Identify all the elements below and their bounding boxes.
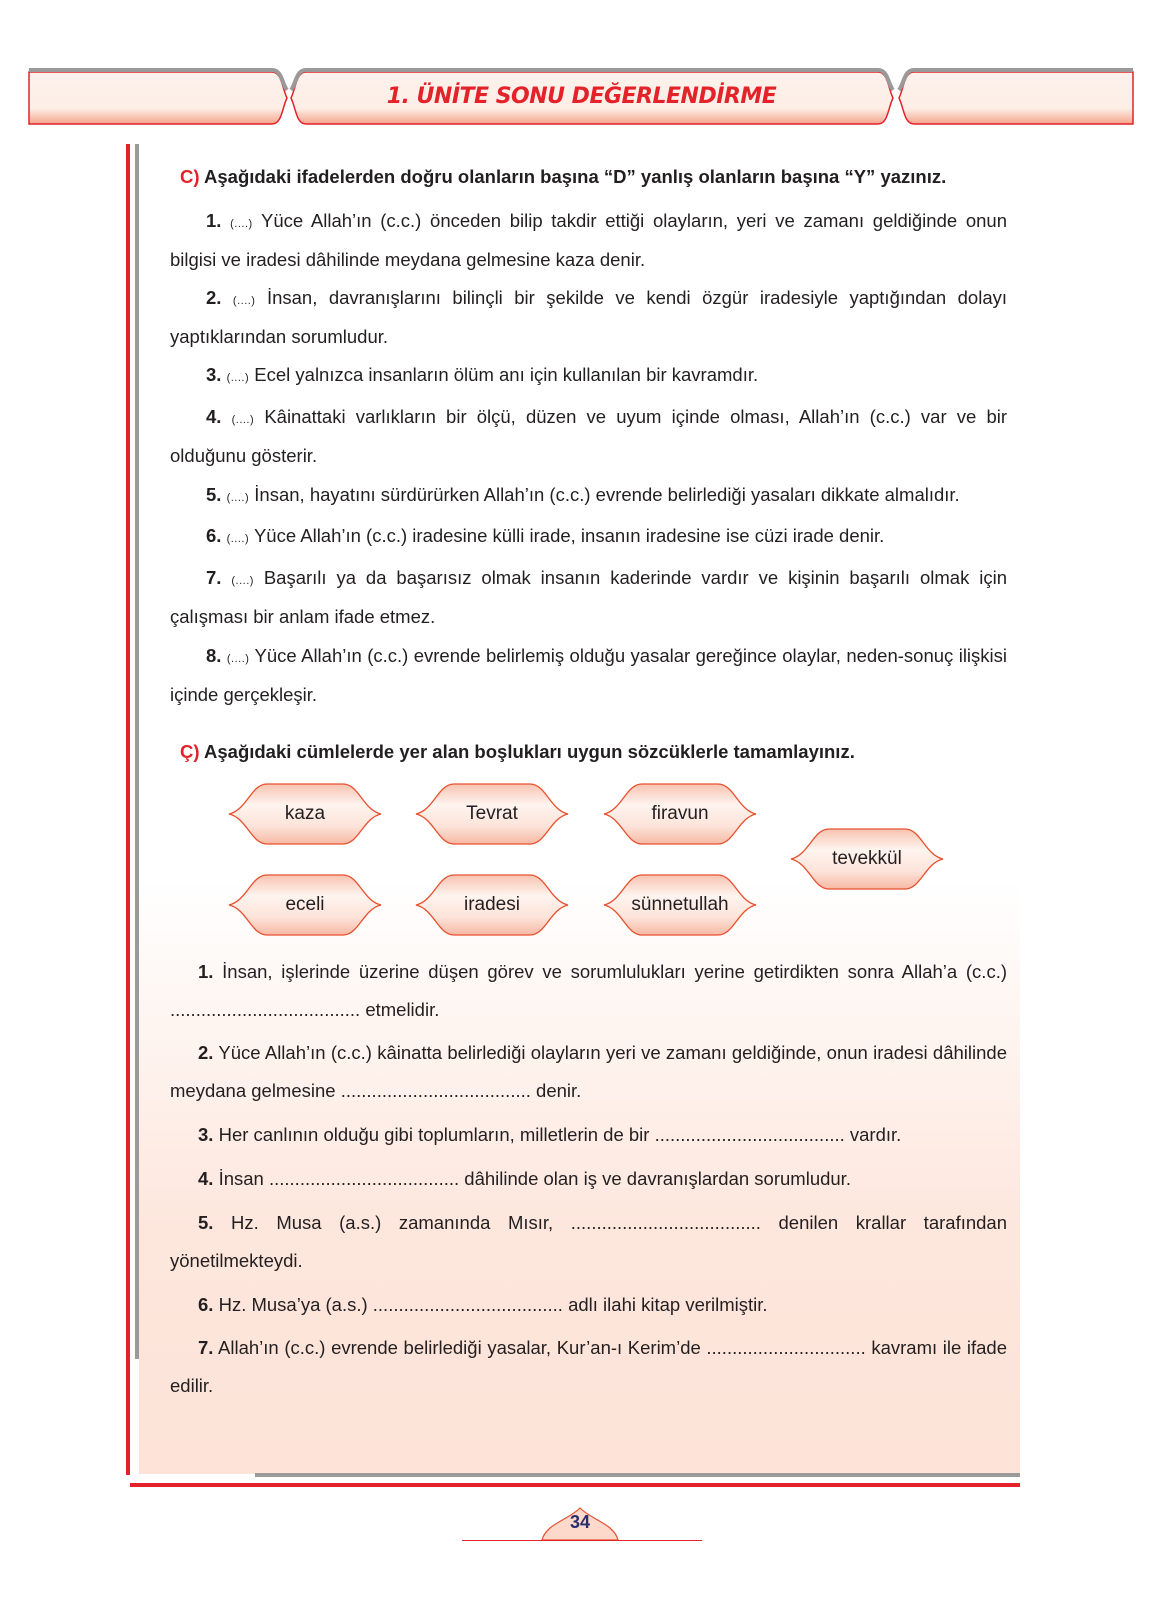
- true-false-item: [170, 638, 1007, 713]
- fill-blank-item: [170, 1286, 1007, 1324]
- item-text: Yüce Allah’ın (c.c.) kâinatta belirlediği olayların yeri ve zamanı geldiğinde, onun iradesi dâhilinde meydana gelmesine ..................................... denir.: [170, 1042, 1007, 1101]
- item-number: 6.: [206, 525, 222, 546]
- true-false-item: [170, 399, 1007, 474]
- fill-blank-item: [170, 1329, 1007, 1405]
- answer-blank[interactable]: (....): [226, 492, 250, 504]
- item-text: Hz. Musa’ya (a.s.) ..................................... adlı ilahi kitap verilmiştir.: [218, 1294, 768, 1315]
- item-number: 1.: [206, 210, 222, 231]
- item-number: 6.: [198, 1294, 214, 1315]
- fill-blank-item: [170, 1160, 1007, 1198]
- item-number: 5.: [206, 484, 222, 505]
- item-number: 7.: [206, 567, 222, 588]
- answer-blank[interactable]: (....): [226, 372, 250, 384]
- section-instruction: Aşağıdaki cümlelerde yer alan boşlukları uygun sözcüklerle tamamlayınız.: [204, 741, 855, 762]
- true-false-item: [170, 357, 1007, 396]
- word-label: sünnetullah: [631, 894, 729, 915]
- section-cc-heading: [180, 741, 1020, 763]
- item-text: Ecel yalnızca insanların ölüm anı için kullanılan bir kavramdır.: [254, 364, 759, 385]
- true-false-item: [170, 477, 1007, 516]
- fill-blank-item: [170, 1116, 1007, 1154]
- fill-blank-item: [170, 1034, 1007, 1110]
- bottom-gray-rule: [255, 1473, 1020, 1477]
- fill-blank-item: [170, 953, 1007, 1029]
- page-number-rule: [462, 1540, 702, 1541]
- item-text: Yüce Allah’ın (c.c.) iradesine külli irade, insanın iradesine ise cüzi irade denir.: [253, 525, 885, 546]
- item-text: İnsan, işlerinde üzerine düşen görev ve sorumlulukları yerine getirdikten sonra Allah’a (c.c.) ..................................... etmelidir.: [170, 961, 1007, 1020]
- item-number: 4.: [198, 1168, 214, 1189]
- word-box-tevekkul: [789, 827, 945, 891]
- item-number: 7.: [198, 1337, 214, 1358]
- item-text: Yüce Allah’ın (c.c.) evrende belirlemiş olduğu yasalar gereğince olaylar, neden-sonuç ilişkisi içinde gerçekleşir.: [170, 645, 1008, 705]
- word-box-eceli: [227, 873, 383, 937]
- answer-blank[interactable]: (....): [226, 533, 250, 545]
- answer-blank[interactable]: (....): [231, 414, 255, 426]
- item-number: 2.: [206, 287, 222, 308]
- item-text: Hz. Musa (a.s.) zamanında Mısır, ..................................... denilen krallar tarafından yönetilmekteydi.: [170, 1212, 1007, 1271]
- section-letter: C): [180, 166, 200, 187]
- item-text: Başarılı ya da başarısız olmak insanın kaderinde vardır ve kişinin başarılı olmak için çalışması bir anlam ifade etmez.: [170, 567, 1008, 627]
- true-false-item: [170, 518, 1007, 557]
- fill-blank-item: [170, 1204, 1007, 1280]
- word-box-sunnetullah: [602, 873, 758, 937]
- item-text: İnsan, hayatını sürdürürken Allah’ın (c.c.) evrende belirlediği yasaları dikkate almalıdır.: [254, 484, 960, 505]
- unit-title: 1. ÜNİTE SONU DEĞERLENDİRME: [386, 84, 777, 109]
- item-number: 8.: [206, 645, 222, 666]
- section-c-heading: [180, 166, 1020, 188]
- section-instruction: Aşağıdaki ifadelerden doğru olanların başına “D” yanlış olanların başına “Y” yazınız.: [204, 166, 947, 187]
- item-number: 2.: [198, 1042, 214, 1063]
- true-false-item: [170, 280, 1007, 355]
- word-label: tevekkül: [832, 848, 902, 869]
- item-text: Yüce Allah’ın (c.c.) önceden bilip takdir ettiği olayların, yeri ve zamanı geldiğinde onun bilgisi ve iradesi dâhilinde meydana gelmesine kaza denir.: [170, 210, 1007, 270]
- word-label: Tevrat: [466, 803, 518, 824]
- section-letter: Ç): [180, 741, 200, 762]
- answer-blank[interactable]: (....): [231, 575, 254, 587]
- page-number-tab: [540, 1506, 620, 1540]
- answer-blank[interactable]: (....): [232, 295, 256, 307]
- item-number: 5.: [198, 1212, 214, 1233]
- word-box-kaza: [227, 782, 383, 846]
- word-box-iradesi: [414, 873, 570, 937]
- item-number: 3.: [206, 364, 222, 385]
- item-text: İnsan, davranışlarını bilinçli bir şekilde ve kendi özgür iradesiyle yaptığından dolayı yaptıklarından sorumludur.: [170, 287, 1008, 347]
- item-number: 1.: [198, 961, 214, 982]
- true-false-item: [170, 203, 1007, 278]
- word-label: firavun: [651, 803, 709, 824]
- page-number: 34: [569, 1512, 591, 1532]
- word-label: kaza: [284, 803, 326, 824]
- item-text: Kâinattaki varlıkların bir ölçü, düzen ve uyum içinde olması, Allah’ın (c.c.) var ve bir olduğunu gösterir.: [170, 406, 1008, 466]
- left-red-border: [126, 144, 130, 1475]
- true-false-item: [170, 560, 1007, 635]
- item-number: 3.: [198, 1124, 214, 1145]
- item-text: Allah’ın (c.c.) evrende belirlediği yasalar, Kur’an-ı Kerim’de ............................... kavramı ile ifade edilir.: [170, 1337, 1008, 1396]
- word-label: eceli: [285, 894, 325, 915]
- word-box-tevrat: [414, 782, 570, 846]
- word-box-firavun: [602, 782, 758, 846]
- bottom-red-rule: [130, 1483, 1020, 1487]
- item-number: 4.: [206, 406, 222, 427]
- answer-blank[interactable]: (....): [230, 218, 253, 230]
- item-text: Her canlının olduğu gibi toplumların, milletlerin de bir ..................................... vardır.: [218, 1124, 902, 1145]
- word-label: iradesi: [464, 894, 520, 915]
- item-text: İnsan ..................................... dâhilinde olan iş ve davranışlardan sorumludur.: [218, 1168, 851, 1189]
- answer-blank[interactable]: (....): [226, 653, 250, 665]
